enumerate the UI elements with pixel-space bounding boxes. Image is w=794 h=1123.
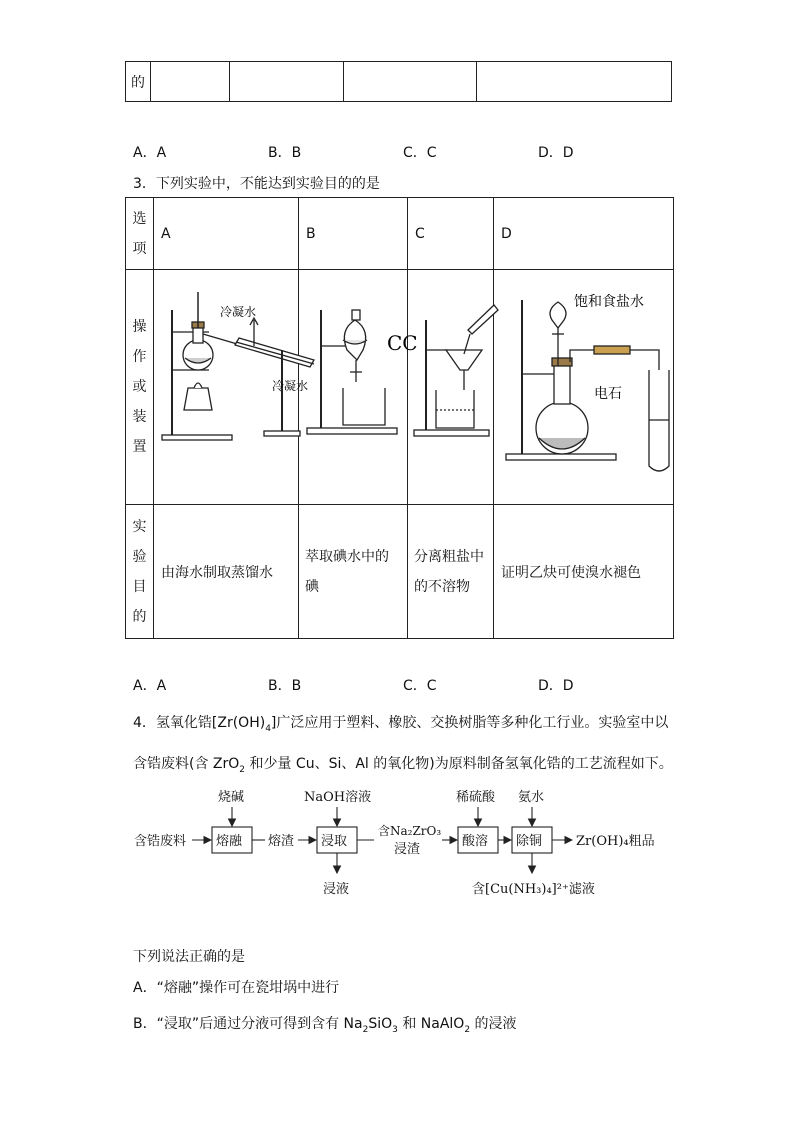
label-char: 目	[132, 578, 147, 595]
box-leaching-label: 浸取	[321, 834, 348, 849]
filtration-apparatus-figure	[408, 270, 493, 500]
option-c[interactable]: C．C	[403, 678, 437, 694]
label-char: 验	[132, 548, 147, 565]
cooling-water-in-label: 冷凝水	[220, 305, 257, 319]
column-label: B	[306, 225, 316, 242]
purpose-text: 证明乙炔可使溴水褪色	[501, 564, 641, 581]
purpose-a	[154, 505, 299, 639]
subscript: 3	[392, 1024, 398, 1035]
option-text: SiO	[368, 1016, 393, 1032]
option-d[interactable]: D．D	[538, 145, 574, 161]
subscript: 2	[464, 1024, 471, 1035]
label-char: 实	[132, 518, 147, 535]
column-label: C	[415, 225, 425, 242]
q4-option-a[interactable]: A．“熔融”操作可在瓷坩埚中进行	[133, 980, 340, 996]
apparatus-a-distillation	[154, 270, 309, 505]
input-caustic-soda: 烧碱	[218, 790, 245, 805]
table-cell	[126, 62, 151, 102]
box-melting-label: 熔融	[216, 834, 243, 849]
q3-stem: 3．下列实验中，不能达到实验目的的是	[133, 176, 380, 192]
column-label: D	[501, 225, 512, 242]
label-char: 的	[132, 608, 147, 625]
stem-text: 含锆废料(含 ZrO	[133, 756, 240, 772]
label-char: 装	[132, 409, 147, 425]
option-b[interactable]: B．B	[268, 678, 302, 694]
column-label: A	[161, 225, 171, 242]
extraction-apparatus-figure	[299, 270, 418, 500]
apparatus-label-cell	[126, 270, 154, 505]
purpose-b	[299, 505, 408, 639]
purpose-text: 分离粗盐中的不溶物	[414, 548, 484, 595]
column-header-b	[299, 198, 408, 270]
apparatus-c-filtration	[408, 270, 494, 505]
flow-start-label: 含锆废料	[134, 834, 187, 849]
acetylene-apparatus-figure	[494, 270, 672, 500]
previous-question-table	[125, 61, 672, 102]
option-d[interactable]: D．D	[538, 678, 574, 694]
subscript: 2	[239, 764, 246, 775]
option-text: 和 NaAlO	[397, 1016, 465, 1032]
input-naoh-solution: NaOH溶液	[304, 790, 372, 805]
purpose-text: 萃取碘水中的碘	[305, 548, 389, 595]
input-dilute-sulfuric-acid: 稀硫酸	[456, 790, 496, 805]
option-a[interactable]: A．A	[133, 678, 167, 694]
table-cell	[344, 62, 477, 102]
label-char: 项	[132, 240, 147, 257]
label-char: 选	[132, 210, 147, 227]
table-cell	[230, 62, 344, 102]
purpose-text: 由海水制取蒸馏水	[161, 564, 273, 581]
label-char: 操	[132, 319, 147, 335]
q4-question: 下列说法正确的是	[133, 949, 245, 965]
header-label-cell	[126, 198, 154, 270]
label-char: 或	[132, 379, 147, 395]
purpose-d	[494, 505, 674, 639]
q3-table	[125, 197, 674, 639]
output-leachate: 浸液	[323, 882, 350, 897]
ccl4-label: CC	[387, 331, 418, 355]
option-c[interactable]: C．C	[403, 145, 437, 161]
option-text: B．“浸取”后通过分液可得到含有 Na	[133, 1016, 363, 1032]
cooling-water-out-label: 冷凝水	[272, 379, 309, 393]
q2-options	[133, 142, 673, 162]
stem-text: ]广泛应用于塑料、橡胶、交换树脂等多种化工行业。实验室中以	[270, 715, 669, 731]
q4-stem-line2	[133, 753, 673, 775]
q4-option-b[interactable]	[133, 1013, 517, 1035]
table-cell	[477, 62, 672, 102]
q3-options	[133, 675, 673, 695]
output-copper-ammine-filtrate: 含[Cu(NH₃)₄]²⁺滤液	[472, 882, 595, 897]
calcium-carbide-label: 电石	[594, 386, 622, 402]
apparatus-d-acetylene	[494, 270, 674, 505]
intermediate-slag: 熔渣	[268, 834, 295, 849]
stem-text: 和少量 Cu、Si、Al 的氧化物)为原料制备氢氧化锆的工艺流程如下。	[245, 756, 673, 772]
subscript: 2	[362, 1024, 369, 1035]
flow-end-product: Zr(OH)₄粗品	[576, 834, 655, 849]
purpose-label-cell	[126, 505, 154, 639]
column-header-d	[494, 198, 674, 270]
process-flow-diagram	[130, 783, 670, 908]
stem-text: 4．氢氧化锆[Zr(OH)	[133, 715, 266, 731]
option-a[interactable]: A．A	[133, 145, 167, 161]
table-cell	[151, 62, 230, 102]
box-acid-dissolve-label: 酸溶	[462, 834, 489, 849]
label-char: 作	[132, 349, 147, 365]
box-copper-removal-label: 除铜	[516, 834, 543, 849]
purpose-c	[408, 505, 494, 639]
option-text: 的浸液	[470, 1016, 517, 1032]
cell-text: 的	[131, 74, 145, 91]
input-ammonia-water: 氨水	[518, 790, 545, 805]
apparatus-b-extraction	[299, 270, 418, 505]
subscript: 4	[265, 723, 271, 734]
q4-stem-line1	[133, 712, 668, 734]
intermediate-na2zro3: 含Na₂ZrO₃	[378, 824, 442, 838]
option-b[interactable]: B．B	[268, 145, 302, 161]
saturated-brine-label: 饱和食盐水	[574, 294, 644, 310]
label-char: 置	[132, 439, 147, 455]
intermediate-residue: 浸渣	[394, 842, 421, 857]
column-header-a	[154, 198, 299, 270]
distillation-apparatus-figure	[154, 270, 309, 500]
column-header-c	[408, 198, 494, 270]
